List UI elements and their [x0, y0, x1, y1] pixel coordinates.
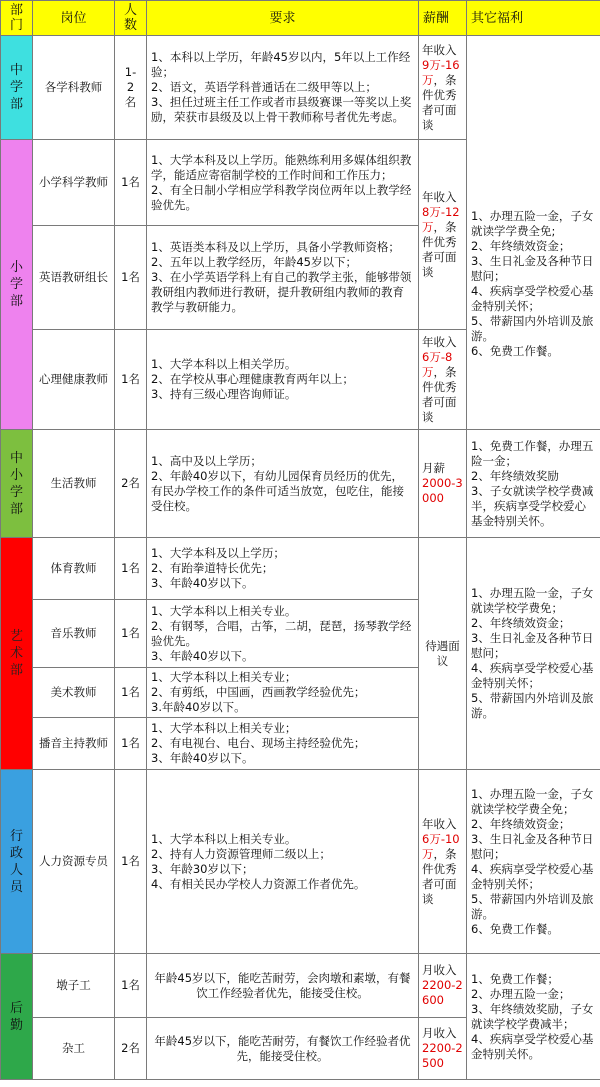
- salary-amount: 2200-2600: [422, 978, 463, 1007]
- salary-amount: 9万-16万: [422, 57, 460, 87]
- salary-amount: 6万-8万: [422, 349, 453, 379]
- header-dept: 部门: [1, 1, 33, 36]
- count-cell: 1名: [115, 954, 147, 1018]
- salary-cell: 月收入 2200-2600: [419, 954, 467, 1018]
- salary-amount: 8万-12万: [422, 204, 460, 234]
- requirement-line: 2、有全日制小学相应学科教学岗位两年以上教学经验优先。: [151, 182, 412, 212]
- requirements-cell: 1、大学本科以上相关专业； 2、有电视台、电台、现场主持经验优先； 3、年龄40岁以下。: [147, 718, 419, 770]
- requirements-cell: 年龄45岁以下，能吃苦耐劳，有餐饮工作经验者优先，能接受住校。: [147, 1018, 419, 1080]
- header-row: [1, 1, 600, 36]
- benefits-cell: 1、办理五险一金，子女就读学校学费全免； 2、年终绩效资金； 3、生日礼金及各种节日慰问； 4、疾病享受学校爱心基金特别关怀； 5、带薪国内外培训及旅游。 6、免费工作餐。: [467, 770, 600, 954]
- requirements-cell: 1、高中及以上学历； 2、年龄40岁以下，有幼儿园保育员经历的优先，有民办学校工作的条件可适当放宽，包吃住，能接受住校。: [147, 430, 419, 538]
- benefits-cell: 1、免费工作餐，办理五险一金； 2、年终绩效奖励 3、子女就读学校学费减半，疾病享受学校爱心基金特别关怀。: [467, 430, 600, 538]
- requirement-line: 1、本科以上学历，年龄45岁以内，5年以上工作经验；: [151, 50, 411, 79]
- requirements-cell: 1、大学本科及以上学历； 2、有跆拳道特长优先； 3、年龄40岁以下。: [147, 538, 419, 600]
- requirements-cell: 1、英语类本科及以上学历，具备小学教师资格； 2、五年以上教学经历，年龄45岁以下； 3、在小学英语学科上有自己的教学主张，能够带领教研组内教师进行教研，提升教研组内教师的教育教学与教研能力。: [147, 226, 419, 330]
- position-cell: 播音主持教师: [33, 718, 115, 770]
- dept-logistics: 后勤: [1, 954, 33, 1080]
- table-row: [1, 140, 600, 226]
- position-cell: 音乐教师: [33, 600, 115, 668]
- count-cell: 1名: [115, 330, 147, 430]
- count-cell: 1名: [115, 718, 147, 770]
- header-count: 人数: [115, 1, 147, 36]
- salary-cell: 年收入9万-16万，条件优秀者可面谈: [419, 36, 467, 140]
- header-salary: 薪酬: [419, 1, 467, 36]
- position-cell: 墩子工: [33, 954, 115, 1018]
- position-cell: 各学科教师: [33, 36, 115, 140]
- position-cell: 英语教研组长: [33, 226, 115, 330]
- requirement-line: 3、担任过班主任工作或者市县级赛课一等奖以上奖励，荣获市县级及以上骨干教师称号者优先考虑。: [151, 95, 412, 124]
- benefits-cell: 1、免费工作餐； 2、办理五险一金； 3、年终绩效奖励，子女就读学校学费减半； 4、疾病享受学校爱心基金特别关怀。: [467, 954, 600, 1080]
- requirements-cell: [147, 36, 419, 140]
- position-cell: 心理健康教师: [33, 330, 115, 430]
- dept-middle-school: 中学部: [1, 36, 33, 140]
- benefits-cell: 1、办理五险一金，子女就读学学费全免; 2、年终绩效资金； 3、生日礼金及各种节日慰问； 4、疾病享受学校爱心基金特别关怀； 5、带薪国内外培训及旅游。 6、免费工作餐。: [467, 140, 600, 430]
- count-cell: 1名: [115, 140, 147, 226]
- dept-admin: 行政人员: [1, 770, 33, 954]
- salary-amount: 2000-3000: [422, 476, 463, 505]
- requirement-line: 2、语文，英语学科普通话在二级甲等以上；: [151, 80, 377, 94]
- position-cell: 人力资源专员: [33, 770, 115, 954]
- header-benefits: 其它福利: [467, 1, 600, 36]
- table-row: [1, 36, 600, 140]
- table-row: [1, 770, 600, 954]
- position-cell: 杂工: [33, 1018, 115, 1080]
- benefits-cell-empty: [467, 36, 600, 140]
- dept-primary-school: 小学部: [1, 140, 33, 430]
- count-cell: 2名: [115, 1018, 147, 1080]
- salary-cell: 年收入8万-12万，条件优秀者可面谈: [419, 140, 467, 330]
- table-row: [1, 538, 600, 600]
- position-cell: 美术教师: [33, 668, 115, 718]
- salary-amount: 6万-10万: [422, 831, 460, 861]
- count-cell: 1名: [115, 226, 147, 330]
- requirements-cell: 1、大学本科以上相关学历。 2、在学校从事心理健康教育两年以上； 3、持有三级心理咨询师证。: [147, 330, 419, 430]
- benefits-cell: 1、办理五险一金，子女就读学校学费免； 2、年终绩效资金； 3、生日礼金及各种节日慰问； 4、疾病享受学校爱心基金特别关怀； 5、带薪国内外培训及旅游。: [467, 538, 600, 770]
- requirements-cell: 年龄45岁以下，能吃苦耐劳，会肉墩和素墩，有餐饮工作经验者优先，能接受住校。: [147, 954, 419, 1018]
- requirements-cell: 1、大学本科以上相关专业。 2、有钢琴，合唱，古筝，二胡，琵琶，扬琴教学经验优先。 3、年龄40岁以下。: [147, 600, 419, 668]
- salary-cell: 月薪 2000-3000: [419, 430, 467, 538]
- dept-k9: 中小学部: [1, 430, 33, 538]
- table-row: [1, 954, 600, 1018]
- requirements-cell: 1、大学本科以上相关专业； 2、有剪纸，中国画，西画教学经验优先； 3.年龄40岁以下。: [147, 668, 419, 718]
- requirement-line: 1、大学本科及以上学历。能熟练利用多媒体组织教学，能适应寄宿制学校的工作时间和工作压力；: [151, 152, 412, 182]
- count-cell: 1名: [115, 770, 147, 954]
- position-cell: 生活教师: [33, 430, 115, 538]
- salary-cell: 待遇面议: [419, 538, 467, 770]
- position-cell: 体育教师: [33, 538, 115, 600]
- requirements-cell: [147, 140, 419, 226]
- position-cell: 小学科学教师: [33, 140, 115, 226]
- salary-cell: 年收入6万-8万，条件优秀者可面谈: [419, 330, 467, 430]
- count-cell: 1名: [115, 668, 147, 718]
- salary-cell: 月收入 2200-2500: [419, 1018, 467, 1080]
- dept-arts: 艺术部: [1, 538, 33, 770]
- salary-amount: 2200-2500: [422, 1041, 463, 1070]
- count-cell: 1名: [115, 600, 147, 668]
- header-requirements: 要求: [147, 1, 419, 36]
- count-cell: 1-2名: [115, 36, 147, 140]
- salary-cell: 年收入6万-10万，条件优秀者可面谈: [419, 770, 467, 954]
- table-row: [1, 430, 600, 538]
- requirements-cell: 1、大学本科以上相关专业。 2、持有人力资源管理师二级以上； 3、年龄30岁以下； 4、有相关民办学校人力资源工作者优先。: [147, 770, 419, 954]
- count-cell: 2名: [115, 430, 147, 538]
- count-cell: 1名: [115, 538, 147, 600]
- header-position: 岗位: [33, 1, 115, 36]
